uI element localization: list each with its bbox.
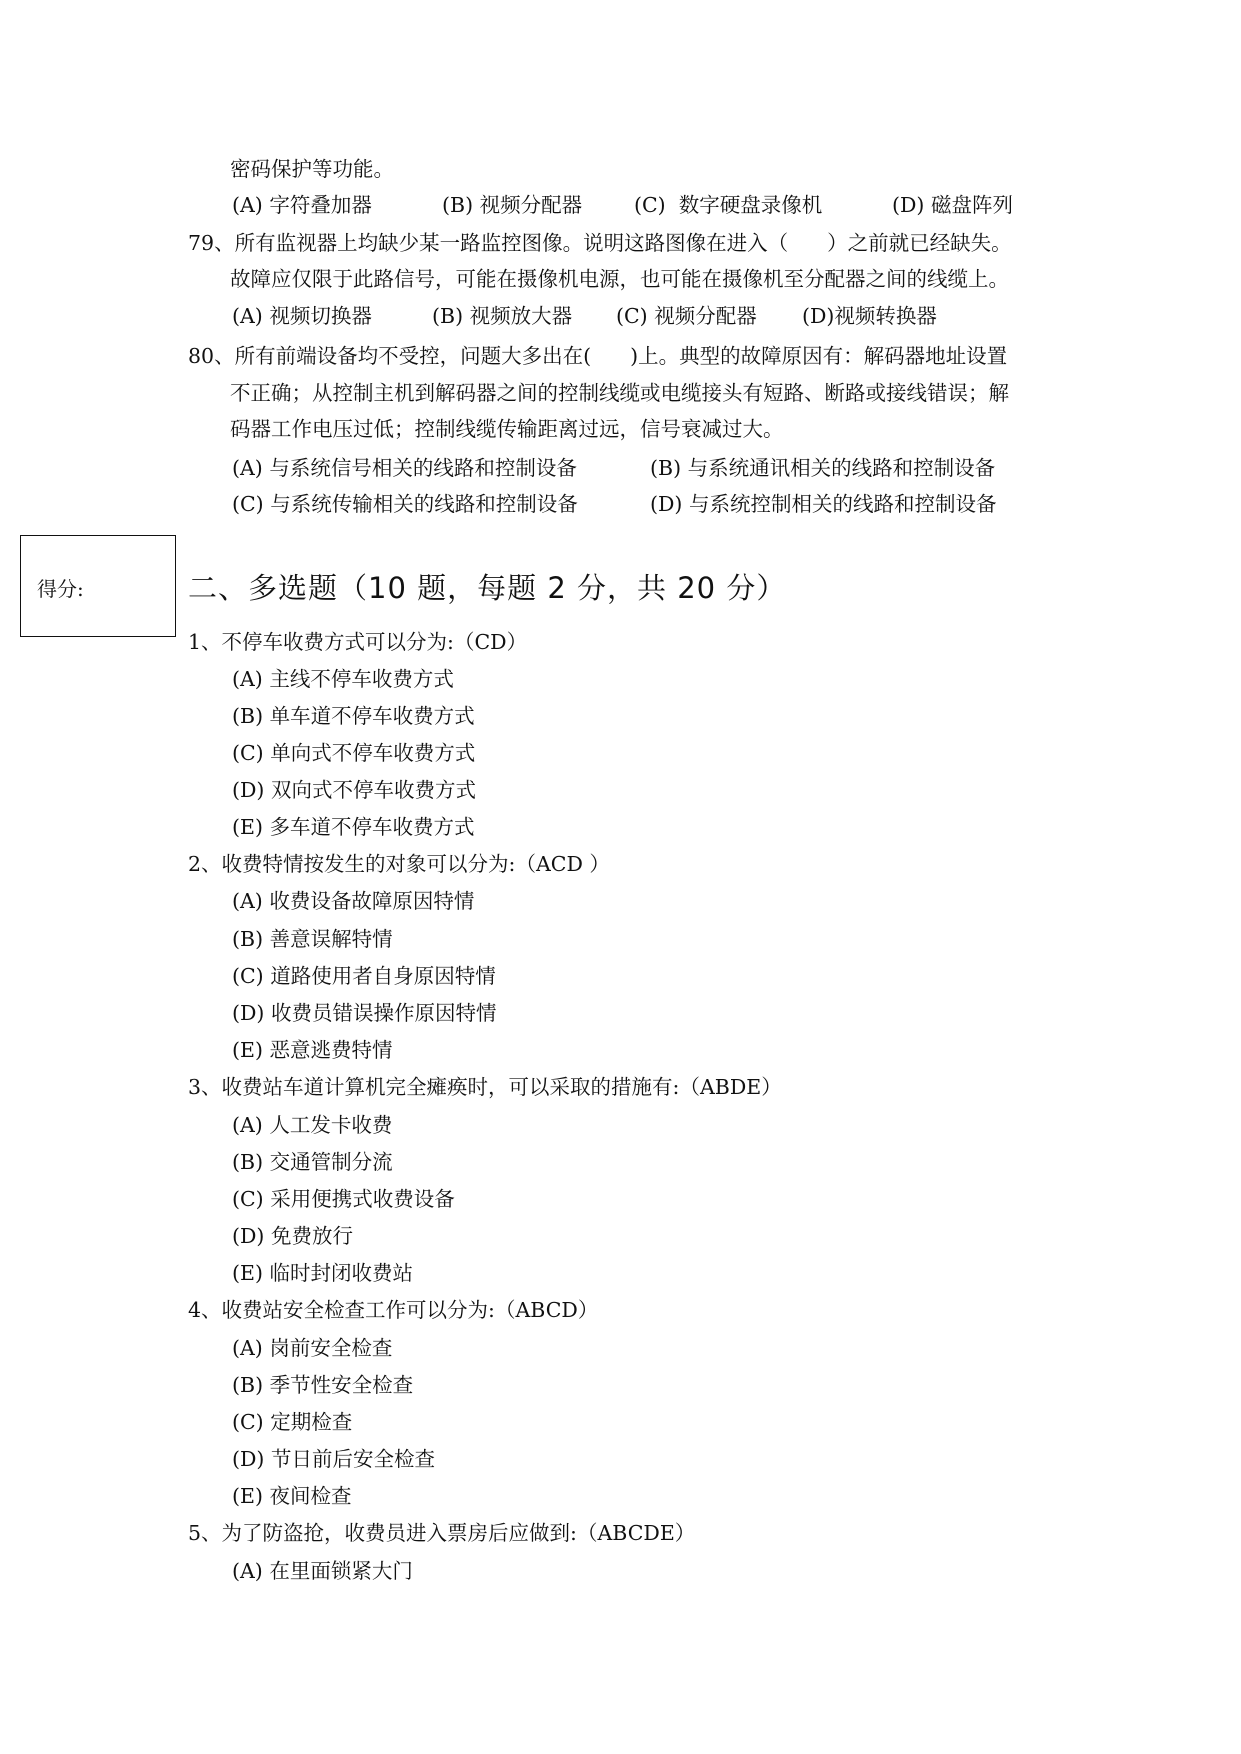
mq1-option-b: (B) 单车道不停车收费方式: [232, 704, 475, 728]
mq4-option-b: (B) 季节性安全检查: [232, 1373, 414, 1397]
q79-stem-line-2: 故障应仅限于此路信号，可能在摄像机电源，也可能在摄像机至分配器之间的线缆上。: [230, 267, 1009, 291]
mq4-stem: 4、收费站安全检查工作可以分为:（ABCD）: [188, 1298, 599, 1322]
mq3-option-c: (C) 采用便携式收费设备: [232, 1187, 455, 1211]
mq3-option-e: (E) 临时封闭收费站: [232, 1261, 413, 1285]
mq4-option-c: (C) 定期检查: [232, 1410, 353, 1434]
q79-stem-line-1: 79、所有监视器上均缺少某一路监控图像。说明这路图像在进入（ ）之前就已经缺失。: [188, 231, 1012, 255]
mq2-option-d: (D) 收费员错误操作原因特情: [232, 1001, 497, 1025]
q80-stem-line-3: 码器工作电压过低；控制线缆传输距离过远，信号衰减过大。: [230, 417, 784, 441]
q78-continuation: 密码保护等功能。: [230, 157, 394, 181]
q80-option-c: (C) 与系统传输相关的线路和控制设备: [232, 492, 578, 516]
mq2-option-b: (B) 善意误解特情: [232, 927, 393, 951]
mq3-option-b: (B) 交通管制分流: [232, 1150, 393, 1174]
q79-option-b: (B) 视频放大器: [432, 304, 573, 328]
q80-option-d: (D) 与系统控制相关的线路和控制设备: [650, 492, 997, 516]
mq4-option-d: (D) 节日前后安全检查: [232, 1447, 435, 1471]
q79-option-c: (C) 视频分配器: [616, 304, 757, 328]
q78-option-c: (C) 数字硬盘录像机: [634, 193, 823, 217]
section-title: 二、多选题（10 题，每题 2 分，共 20 分）: [188, 571, 787, 605]
mq1-option-c: (C) 单向式不停车收费方式: [232, 741, 476, 765]
q78-option-a: (A) 字符叠加器: [232, 193, 372, 217]
q80-stem-line-1: 80、所有前端设备均不受控，问题大多出在( )上。典型的故障原因有：解码器地址设置: [188, 344, 1008, 368]
q80-option-a: (A) 与系统信号相关的线路和控制设备: [232, 456, 577, 480]
mq1-option-a: (A) 主线不停车收费方式: [232, 667, 454, 691]
mq1-stem: 1、不停车收费方式可以分为:（CD）: [188, 630, 528, 654]
mq3-option-d: (D) 免费放行: [232, 1224, 353, 1248]
q79-option-d: (D)视频转换器: [802, 304, 937, 328]
mq2-option-e: (E) 恶意逃费特情: [232, 1038, 393, 1062]
score-label: 得分:: [37, 577, 84, 601]
mq4-option-a: (A) 岗前安全检查: [232, 1336, 393, 1360]
q80-stem-line-2: 不正确；从控制主机到解码器之间的控制线缆或电缆接头有短路、断路或接线错误；解: [230, 381, 1009, 405]
mq4-option-e: (E) 夜间检查: [232, 1484, 352, 1508]
mq3-stem: 3、收费站车道计算机完全瘫痪时，可以采取的措施有:（ABDE）: [188, 1075, 782, 1099]
mq2-option-c: (C) 道路使用者自身原因特情: [232, 964, 496, 988]
q78-option-d: (D) 磁盘阵列: [892, 193, 1013, 217]
mq2-stem: 2、收费特情按发生的对象可以分为:（ACD ）: [188, 852, 610, 876]
q80-option-b: (B) 与系统通讯相关的线路和控制设备: [650, 456, 996, 480]
mq1-option-e: (E) 多车道不停车收费方式: [232, 815, 475, 839]
q78-option-b: (B) 视频分配器: [442, 193, 583, 217]
mq5-stem: 5、为了防盗抢，收费员进入票房后应做到:（ABCDE）: [188, 1521, 696, 1545]
mq5-option-a: (A) 在里面锁紧大门: [232, 1559, 413, 1583]
mq2-option-a: (A) 收费设备故障原因特情: [232, 889, 475, 913]
mq1-option-d: (D) 双向式不停车收费方式: [232, 778, 476, 802]
mq3-option-a: (A) 人工发卡收费: [232, 1113, 393, 1137]
q79-option-a: (A) 视频切换器: [232, 304, 372, 328]
